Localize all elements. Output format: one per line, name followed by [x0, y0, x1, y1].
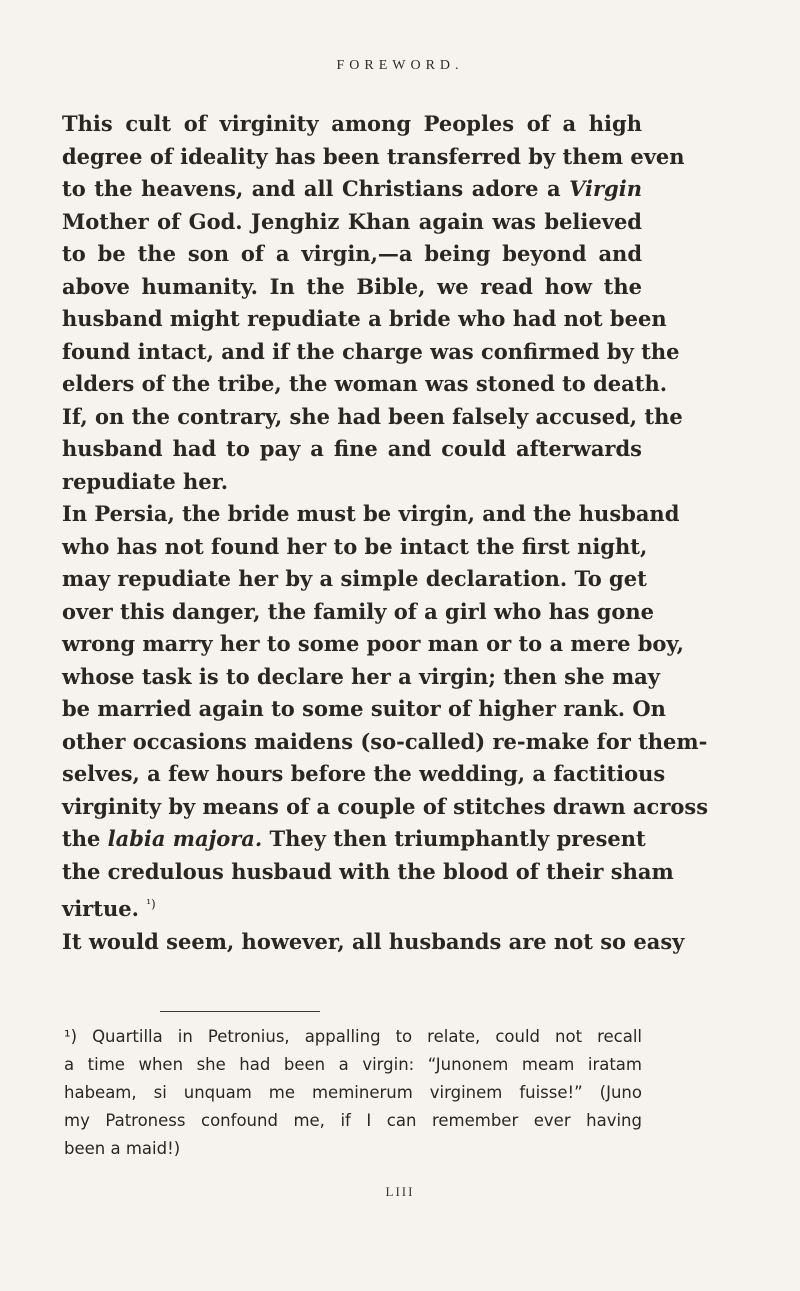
footnote: [64, 1023, 642, 1163]
body-line: [62, 173, 642, 206]
page-number: LIII: [385, 1184, 415, 1199]
body-line: In Persia, the bride must be virgin, and the husband: [62, 501, 680, 526]
body-line: If, on the contrary, she had been falsely accused, the: [62, 403, 683, 429]
footnote-divider: [160, 1011, 320, 1012]
body-line: [62, 888, 642, 926]
body-line: whose task is to declare her a virgin; then she may: [62, 663, 660, 689]
footnote-line: my Patroness confound me, if I can remember ever having: [64, 1111, 642, 1130]
body-line-part: virtue.: [62, 896, 147, 921]
body-line: may repudiate her by a simple declaration. To get: [62, 566, 647, 591]
body-line: husband had to pay a fine and could afterwards: [62, 436, 642, 461]
body-text: [62, 108, 709, 958]
running-head: FOREWORD.: [336, 58, 464, 73]
body-line: be married again to some suitor of higher rank. On: [62, 696, 666, 721]
body-line: other occasions maidens (so-called) re-make for them-: [62, 728, 708, 754]
footnote-line: been a maid!): [64, 1139, 181, 1158]
body-line: It would seem, however, all husbands are not so easy: [62, 928, 685, 954]
footnote-line: a time when she had been a virgin: “Junonem meam iratam: [64, 1055, 642, 1074]
body-line: over this danger, the family of a girl who has gone: [62, 598, 655, 624]
body-line: selves, a few hours before the wedding, a factitious: [62, 761, 666, 786]
body-line: This cult of virginity among Peoples of a high: [62, 111, 642, 136]
body-line: Mother of God. Jenghiz Khan again was believed: [62, 208, 642, 234]
body-line: who has not found her to be intact the first night,: [62, 533, 648, 559]
body-line: to be the son of a virgin,—a being beyond and: [62, 241, 642, 266]
body-line: husband might repudiate a bride who had not been: [62, 306, 667, 331]
footnote-line: ¹) Quartilla in Petronius, appalling to relate, could not recall: [64, 1027, 642, 1046]
body-line: found intact, and if the charge was confirmed by the: [62, 338, 680, 364]
body-line: [62, 823, 646, 856]
italic-virgin: Virgin: [569, 176, 642, 201]
body-line: repudiate her.: [62, 468, 229, 494]
body-line: virginity by means of a couple of stitches drawn across: [62, 793, 709, 819]
footnote-reference: ¹): [146, 897, 156, 911]
italic-labia-majora: labia majora.: [107, 826, 263, 851]
body-line: the credulous husbaud with the blood of their sham: [62, 858, 674, 884]
body-line: wrong marry her to some poor man or to a mere boy,: [62, 631, 684, 656]
body-line-part: the: [62, 826, 108, 851]
body-line-part: to the heavens, and all Christians adore a: [62, 176, 570, 201]
body-line: elders of the tribe, the woman was stoned to death.: [62, 371, 668, 396]
footnote-line: habeam, si unquam me meminerum virginem fuisse!” (Juno: [64, 1083, 642, 1102]
body-line: degree of ideality has been transferred by them even: [62, 143, 685, 169]
body-line: above humanity. In the Bible, we read how the: [62, 273, 642, 299]
body-line-part: They then triumphantly present: [262, 826, 646, 851]
